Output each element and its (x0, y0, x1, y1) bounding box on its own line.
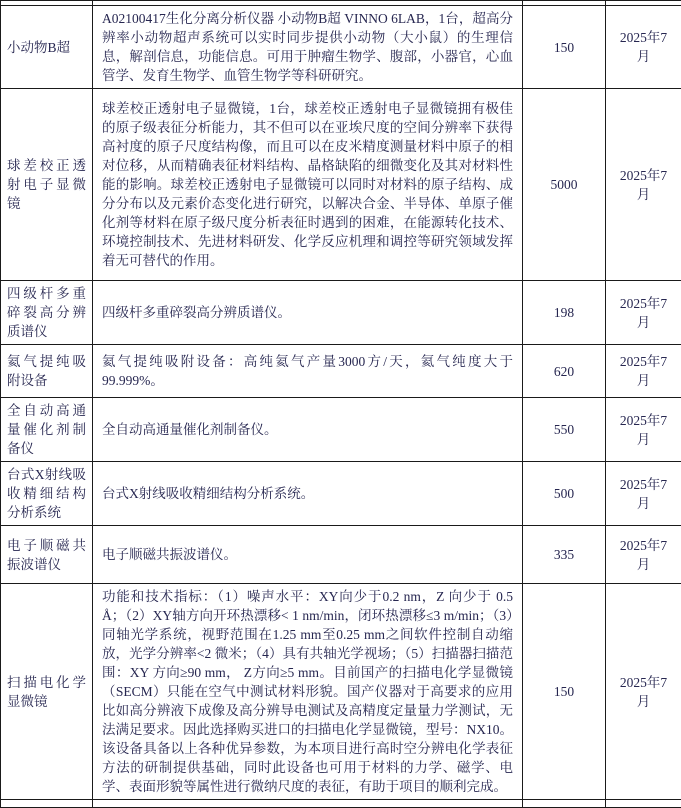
date-cell (606, 462, 681, 526)
date-cell (606, 584, 681, 800)
amount-cell: 620 (523, 345, 606, 398)
date-text: 2025年7月 (618, 536, 670, 574)
date-text: 2025年7月 (618, 475, 670, 513)
date-cell (606, 398, 681, 462)
table-row (1, 526, 681, 584)
date-cell (606, 89, 681, 281)
date-text: 2025年7月 (618, 352, 670, 390)
amount-cell: 5000 (523, 89, 606, 281)
date-text: 2025年7月 (618, 166, 670, 204)
amount-cell: 150 (523, 584, 606, 800)
table-row (1, 6, 681, 89)
date-cell (606, 345, 681, 398)
equipment-name-cell: 氦气提纯吸附设备 (1, 345, 93, 398)
date-cell (606, 526, 681, 584)
equipment-table-body (1, 1, 681, 808)
date-text: 2025年7月 (618, 294, 670, 332)
table-row (1, 398, 681, 462)
empty-cell (523, 800, 606, 808)
equipment-description-cell: 球差校正透射电子显微镜，1台，球差校正透射电子显微镜拥有极佳的原子级表征分析能力，其不但可以在亚埃尺度的空间分辨率下获得高衬度的原子尺度结构像，而且可以在皮米精度测量材料中原子的相对位移，从而精确表征材料结构、晶格缺陷的细微变化及其对材料性能的影响。球差校正透射电子显微镜可以同时对材料的原子结构、成分分布以及元素价态变化进行研究，以解决合金、半导体、单原子催化剂等材料在原子级尺度分析表征时遇到的困难，在能源转化技术、环境控制技术、先进材料研发、化学反应机理和调控等研究领域发挥着无可替代的作用。 (93, 89, 523, 281)
equipment-name-cell: 扫描电化学显微镜 (1, 584, 93, 800)
table-row (1, 345, 681, 398)
date-text: 2025年7月 (618, 411, 670, 449)
equipment-description-cell: 四级杆多重碎裂高分辨质谱仪。 (93, 281, 523, 345)
date-text: 2025年7月 (618, 28, 670, 66)
equipment-description-cell: 功能和技术指标：（1）噪声水平：XY向少于0.2 nm，Z 向少于 0.5 Å；（2）XY轴方向开环热漂移< 1 nm/min，闭环热漂移≤3 m/min；（3）同轴光学系统，视野范围在1.25 mm至0.25 mm之间软件控制自动缩放，光学分辨率<2 微米；（4）具有共轴光学视场；（5）扫描器扫描范围：XY 方向≥90 mm， Z方向≥5 mm。目前国产的扫描电化学显微镜（SECM）只能在空气中测试材料形貌。国产仪器对于高要求的应用比如高分辨液下成像及高分辨导电测试及高精度定量量力学测试，无法满足要求。因此选择购买进口的扫描电化学显微镜，型号：NX10。该设备具备以上各种优异参数，为本项目进行高时空分辨电化学表征方法的研制提供基础，同时此设备也可用于材料的力学、磁学、电学、表面形貌等属性进行微纳尺度的表征，有助于项目的顺利完成。 (93, 584, 523, 800)
table-row (1, 281, 681, 345)
table-row (1, 584, 681, 800)
date-cell (606, 281, 681, 345)
empty-cell (606, 800, 681, 808)
empty-cell (1, 800, 93, 808)
equipment-name-cell: 球差校正透射电子显微镜 (1, 89, 93, 281)
amount-cell: 150 (523, 6, 606, 89)
equipment-name-cell: 全自动高通量催化剂制备仪 (1, 398, 93, 462)
equipment-name-cell: 台式X射线吸收精细结构分析系统 (1, 462, 93, 526)
date-cell (606, 6, 681, 89)
equipment-name-cell: 四级杆多重碎裂高分辨质谱仪 (1, 281, 93, 345)
table-row (1, 89, 681, 281)
amount-cell: 550 (523, 398, 606, 462)
table-row-partial-bottom (1, 800, 681, 808)
table-row (1, 462, 681, 526)
equipment-description-cell: 氦气提纯吸附设备：高纯氦气产量3000方/天，氦气纯度大于99.999%。 (93, 345, 523, 398)
equipment-description-cell: 全自动高通量催化剂制备仪。 (93, 398, 523, 462)
empty-cell (93, 800, 523, 808)
equipment-description-cell: A02100417生化分离分析仪器 小动物B超 VINNO 6LAB，1台，超高分辨率小动物超声系统可以实时同步提供小动物（大小鼠）的生理信息，解剖信息，功能信息。可用于肿瘤生物学、腹部，小器官，心血管学、发育生物学、血管生物学等科研研究。 (93, 6, 523, 89)
equipment-description-cell: 台式X射线吸收精细结构分析系统。 (93, 462, 523, 526)
equipment-name-cell: 电子顺磁共振波谱仪 (1, 526, 93, 584)
equipment-name-cell: 小动物B超 (1, 6, 93, 89)
amount-cell: 500 (523, 462, 606, 526)
amount-cell: 198 (523, 281, 606, 345)
amount-cell: 335 (523, 526, 606, 584)
equipment-description-cell: 电子顺磁共振波谱仪。 (93, 526, 523, 584)
date-text: 2025年7月 (618, 673, 670, 711)
